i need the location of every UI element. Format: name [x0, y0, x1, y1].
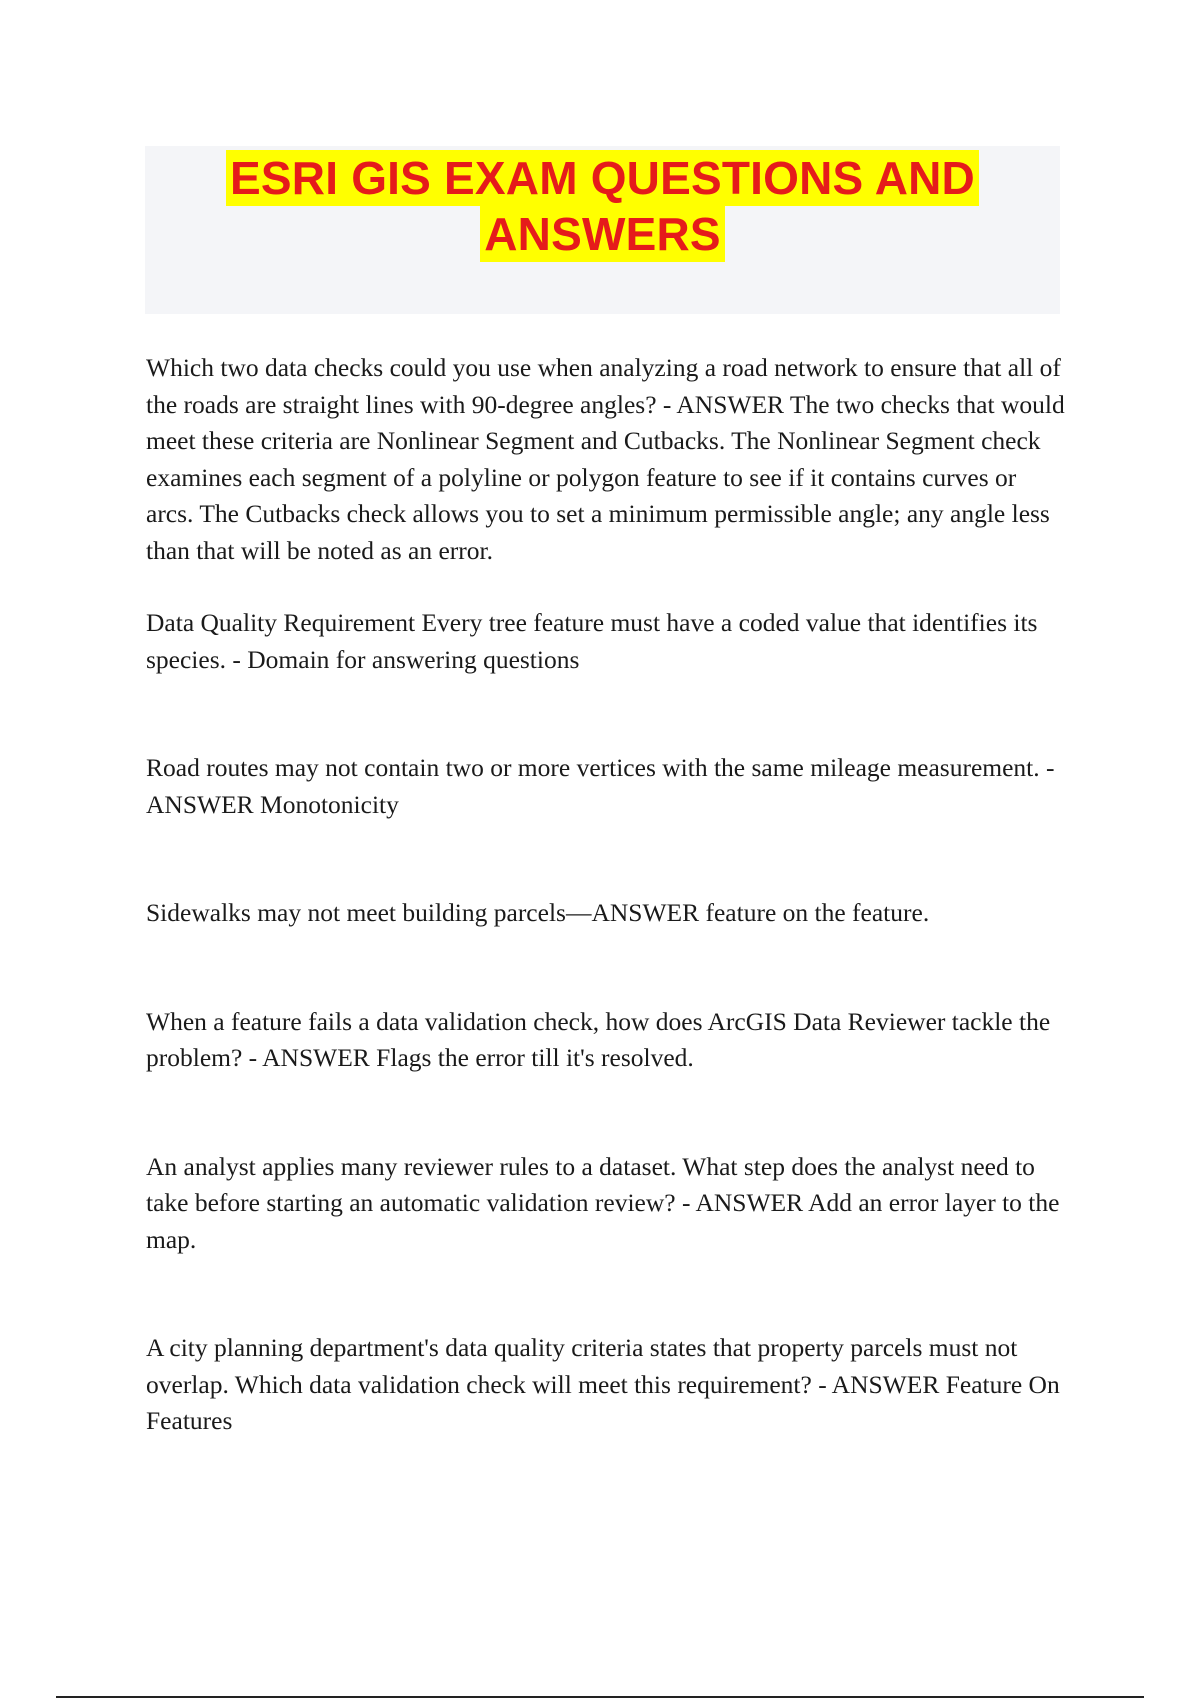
footer-rule: [56, 1696, 1144, 1698]
qa-item-7: A city planning department's data quality criteria states that property parcels must not overlap. Which data validation check will meet this requirement? - ANSWER Feature On Features: [146, 1333, 1060, 1435]
qa-item-1: Which two data checks could you use when analyzing a road network to ensure that all of the roads are straight lines with 90-degree angles? - ANSWER The two checks that would meet these criteria are Nonlinear Segment and Cutbacks. The Nonlinear Segment check examines each segment of a polyline or polygon feature to see if it contains curves or arcs. The Cutbacks check allows you to set a minimum permissible angle; any angle less than that will be noted as an error.: [146, 353, 1065, 565]
qa-item-3: Road routes may not contain two or more vertices with the same mileage measurement. - ANSWER Monotonicity: [146, 753, 1055, 819]
qa-item-4: Sidewalks may not meet building parcels—ANSWER feature on the feature.: [146, 898, 930, 927]
title-band: [145, 146, 1060, 314]
qa-item-6: An analyst applies many reviewer rules to a dataset. What step does the analyst need to take before starting an automatic validation review? - ANSWER Add an error layer to the map.: [146, 1151, 1060, 1254]
qa-item-2: Data Quality Requirement Every tree feature must have a coded value that identifies its species. - Domain for answering questions: [146, 608, 1038, 674]
document-title-line-2: ANSWERS: [480, 206, 725, 262]
qa-list: [146, 350, 1066, 1440]
document-title-line-1: ESRI GIS EXAM QUESTIONS AND: [226, 150, 979, 206]
qa-item-5: When a feature fails a data validation check, how does ArcGIS Data Reviewer tackle the problem? - ANSWER Flags the error till it's resolved.: [146, 1006, 1051, 1072]
